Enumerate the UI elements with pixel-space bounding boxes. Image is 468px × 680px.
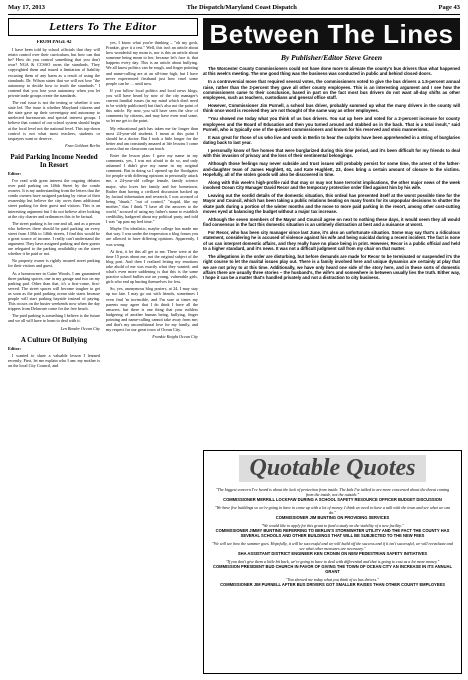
page-header (8, 4, 460, 15)
letter-signature: Fran Gebhart Berlin (65, 142, 100, 148)
letter-paragraph: The real issue is not the testing or whether it was state led. The issue is whether Maryland citizens and the state gave up their sovereignty and autonomy to unelected bureaucrats and special interest groups. I believe that control of our school system should begin at the local level not the national level. This top-down control is not what most teachers, students or taxpayers want or deserve. (8, 100, 100, 141)
letter-paragraph: Enter the lesson plan: I gave my name in my comments, yes, I was not afraid to do so, and only ashamed I didn't give my name in my original comment. But in doing so I opened up the floodgates for people with differing opinions to personally attack me, a 24-year-old college female, family science major, who loves her family and her hometown. Rather than having a civilized discussion backed up by factual information and research, I was accused of being "drunk," "out of control," "stupid, like my mother," that I think "I have all the answers to the world," accused of using my father's name to establish credibility, badgered about my political party, and told I was "up past my bed time." (106, 152, 198, 225)
quote-text: "You showed me today what you think of us bus drivers." (285, 577, 379, 582)
quote-attribution: SHA ASSISTANT DISTRICT ENGINEER KEN CRONIN ON NEW PEDESTRIAN SAFETY INITIATIVES (237, 551, 428, 556)
letter-paragraph: The paid parking is something I believe is the future and we all will have to learn to deal with it. (8, 313, 100, 324)
letter-paragraph: The street parking is for one and all, and as a person who believes there should be paid parking on every street from 130th to 146th streets, I find this would be a great source of income. I really can't understand the argument. They have assigned parking and their guests are relegated to the parking availability on the street whether it be paid or not. (8, 220, 100, 257)
quote-item (212, 559, 453, 574)
editorial-paragraph: The Worcester County Commissioners could not have done more to alienate the county's bus drivers than what happened at this week's meeting. The one good thing was the business was conducted in public and behind closed doors. (203, 66, 460, 77)
letter-paragraph: I wanted to share a valuable lesson I learned recently. First, let me explain who I am: my mother is on the local City Council, and (8, 352, 100, 368)
quotes-list (204, 485, 461, 592)
quote-text: "We would like to apply for this grant to fund a study on the viability of a new facility." (261, 523, 404, 528)
letters-column-1 (8, 40, 100, 670)
editorial-paragraph: However, Commissioner Jim Purnell, a school bus driver, probably summed up what the many drivers in the county will think once word is received they are not thought of the same way as other employees. (203, 103, 460, 114)
letter-salutation: Editor: (8, 345, 22, 351)
editorial-paragraph: Along with this week's high-profile raid that may or may not have terrorist implications, the other major news of the week involved Ocean City Manager David Recor and the temporary protective order filed against him by his wife. (203, 179, 460, 191)
letter-paragraph: My educational path has taken me far longer than most 24-year-old students. I mean at this point I should be a doctor. But I took a little longer for the better and am constantly amazed at life lessons I come across that no classroom can teach. (106, 125, 198, 151)
quote-item (212, 505, 453, 520)
between-the-lines-title: Between The Lines (203, 18, 460, 50)
quotable-quotes-title (204, 451, 461, 485)
editorial-paragraph: The allegations in the order are disturbing, but before demands are made for Recor to be terminated or suspended it's the right course to let the marital issues play out. There is a family involved here and unique dynamics are certainly at play that we are not privy to at this time. Additionally, we have only heard one side of the story here, and in these sorts of domestic affairs there are usually three stories – the husband's, the wife's and somewhere in between usually lies the truth. Either way, I hope it can be a matter that's handled privately and not a distraction to city business. (203, 253, 460, 281)
editorial-paragraph: "You showed me today what you think of us bus drivers. You sat up here and voted for a 2-percent increase for county employees and the Board of Education and then you turned around and stabbed us in the back. That is a total insult," said Purnell, who is typically one of the quietest commissioners and known for his reserved and stoic mannerisms. (203, 116, 460, 132)
quote-text: "The biggest concern I've heard is about the lack of protection from inside. The kids I've talked to are more concerned about the threat coming from the inside, not the outside." (215, 487, 450, 497)
quote-attribution: COMMISSION PRESIDENT BUD CHURCH IN FAVOR OF GIVING THE TOWN OF OCEAN CITY AN INCREASE IN ITS ANNUAL GRANT (213, 564, 452, 574)
quote-text: "We have five buildings so we're going to have to come up with a lot of money. I think we need to have a talk with the town and see what we can do." (214, 505, 451, 515)
editorial-body (203, 66, 460, 454)
editorial-paragraph: I personally know of five homes that were burglarized during this time period, and it's been difficult for my friends to deal with this invasion of privacy and the loss of their sentimental belongings. (203, 147, 460, 159)
letter-paragraph: Maybe I'm idealistic; maybe college has made me that way. I was under the impression a blog forum you are allowed to have differing opinions. Apparently, I was wrong. (106, 226, 198, 247)
editorial-paragraph: Although the seven members of the Mayor and Council agree on next to nothing these days, it would seem they all would find consensus in the fact this domestic situation is an untimely distraction at best and a nuisance at worst. (203, 216, 460, 228)
quote-item (212, 523, 453, 538)
letter-headline: Paid Parking Income Needed In Resort (10, 152, 98, 169)
page-number: Page 43 (438, 4, 460, 11)
paper-name: The Dispatch/Maryland Coast Dispatch (186, 4, 297, 11)
letters-column-2 (106, 40, 198, 670)
quote-attribution: COMMISSIONER JIMMY BUNTING REFERRING TO BERLIN'S STORMWATER UTILITY AND THE FACT THE COUNTY HAS SEVERAL SCHOOLS AND OTHER BUILDINGS THAT WILL BE SUBJECTED TO THE NEW FEES (215, 528, 450, 538)
continued-from-label: FROM PAGE 42 (36, 40, 72, 45)
byline: By Publisher/Editor Steve Green (280, 53, 383, 62)
editorial-paragraph: Leaving out the sordid details of the domestic situation, this ordeal has presented itself at the worst possible time for the Mayor and Council, which has been taking a public relations beating on many fronts for its unpopular decisions to shutter the skate park during a portion of the winter months and the move to more paid parking in the resort, among other cost-cutting moves eyed at balancing the budget without a major tax increase. (203, 192, 460, 214)
quote-attribution: COMMISSIONER JIM PURNELL AFTER BUS DRIVERS GOT SMALLER RAISES THAN OTHER COUNTY EMPLOYEES (220, 582, 445, 587)
letter-paragraph: I have been told by school officials that they will retain control over their curriculum, but how can that be? How do you control something that you don't own? NGA & CCSSO owns the standards. They copyrighted them and issued a limitation of liability excusing them of any harm as a result of using the standards. Dr. Wilson states that we will not lose "the autonomy to decide how to teach the standards." I contend that you lose your autonomy when you let private trade groups create the standards. (8, 47, 100, 98)
letter-paragraph: yes, I know what you're thinking – "oh my gosh, Frankie, give it a rest." Well, this isn't an article about how wonderful my mom is, nor is this an article about someone being mean to her, because let's face it; that happens every day. This is an article about bullying. We all know politics can be rough, and finger pointing and name-calling are at an all-time high, but I have never experienced firsthand just how cruel some people can be … until now. (106, 40, 198, 86)
letter-paragraph: As a homeowner in Caine Woods, I am guaranteed three parking spaces, one in my garage and two on my parking pad. Other than that, it's a first-come, first-served. The street spaces will become tougher to get as soon as the paid parking ocean side starts because people will start parking bayside instead of paying. This occurs on the busier weekends now when the day trippers from Delaware come for the free beach. (8, 270, 100, 312)
letter-salutation: Editor: (8, 170, 22, 176)
letters-title: Letters To The Editor (49, 21, 157, 33)
letter-paragraph: So, yes, anonymous blog posters, at 24, I may stay up too late. I may go out with friends, sometimes I even find 'm invincible, and I'm sure at times my parents may agree that I do think I have all the answers, but there is one thing that your ruthless badgering of another human being, bullying, finger pointing and name-calling cannot take away from me; and that's my unconditional love for my family, and my respect for our great town of Ocean City. (106, 286, 198, 333)
quote-text: "We will see how the summer goes. Hopefully, it will be successful and we will build off the success and if it isn't successful, we will reevaluate and see what other measures are necessary." (212, 541, 453, 551)
editorial-paragraph: Although those feelings may never subside and trust issues will probably persist for some time, the arrest of the father-and-daughter team of James Hughlett, 61, and Kate Hughlett, 23, does bring a certain amount of closure to the victims. Hopefully, all of the stolen goods will also be discovered in time. (203, 161, 460, 177)
letter-paragraph: At first, it let this all get to me. There were at the time 15 posts about me, not the original subject of the blog post. And then I realized letting my emotions take ahold of me was exactly what they wanted, and what's even more saddening is that this is the same practice school bullies use on young, vulnerable girls, girls who end up hurting themselves for less. (106, 248, 198, 285)
quotable-quotes-title-text: Quotable Quotes (239, 455, 425, 482)
letter-signature: Len Bender Ocean City (60, 325, 100, 331)
editorial-paragraph: For Recor, who has been city manager since last June, it's also an unfortunate situation. Some may say that's a ridiculous statement, considering he is accused of violence against his wife and being suicidal during a recent incident. The fact is none of us can interpret domestic affairs, and they really have no place being in print. However, Recor is a public official and held to a higher standard, and it's news. It was not a difficult judgment call from my chair on that matter. (203, 229, 460, 251)
quote-item (212, 577, 453, 587)
letter-headline: A Culture Of Bullying (20, 335, 88, 344)
quotable-quotes-box (203, 450, 462, 674)
letter-signature: Frankie Knight Ocean City (152, 334, 198, 340)
quote-attribution: COMMISSIONER JIM BUNTING ON PROVIDING SERVICES (275, 515, 390, 520)
letter-paragraph: If you follow local politics and local news blogs, you will have heard by now of the city manager's current familial issues (in my mind which don't need to be widely publicized) but that's also not the point of this article. By now, you will have seen the slew of comments by citizens, and may have even read some, so let me get to the point. (106, 87, 198, 124)
letters-section (8, 18, 198, 673)
letter-paragraph: I've read with great interest the ongoing debates over paid parking on 146th Street by the condo owners. It is my understanding from the letters that the condo owners have assigned parking by virtue of their ownership but believe the city owes them additional street parking for their guest and visitors. This is an interesting argument but I do not believe after looking at the city charter and ordinances this to be factual. (8, 177, 100, 219)
quote-text: "If you don't give them a little bit back, we're going to have to deal with differential and that is going to cost us a lot more money." (225, 559, 440, 564)
quote-attribution: COMMISSIONER MERRILL LOCKFAW DURING A SCHOOL SAFETY RESOURCE OFFICER BUDGET DISCUSSION (223, 497, 442, 502)
editorial-paragraph: It was great for those of us who live and work in Berlin to hear the culprits have been apprehended in a string of burglaries dating back to last year. (203, 134, 460, 146)
quote-item (212, 541, 453, 556)
letters-banner (8, 18, 198, 36)
quote-item (212, 487, 453, 502)
issue-date: May 17, 2013 (8, 4, 46, 11)
editorial-paragraph: In a controversial move that required several votes, the commissioners voted to give the bus drivers a 1.5-percent annual raise, rather than the 2-percent they gave all other county employees. This is an interesting argument and I see how the commissioners came to their conclusion, based in part on the fact most bus drivers do not want all-day shifts as other employees, such as teachers, custodians and general office staff. (203, 79, 460, 101)
editorial-section (203, 18, 460, 673)
letter-paragraph: No property owner is rightly assured street parking for their visitors and guest. (8, 258, 100, 269)
